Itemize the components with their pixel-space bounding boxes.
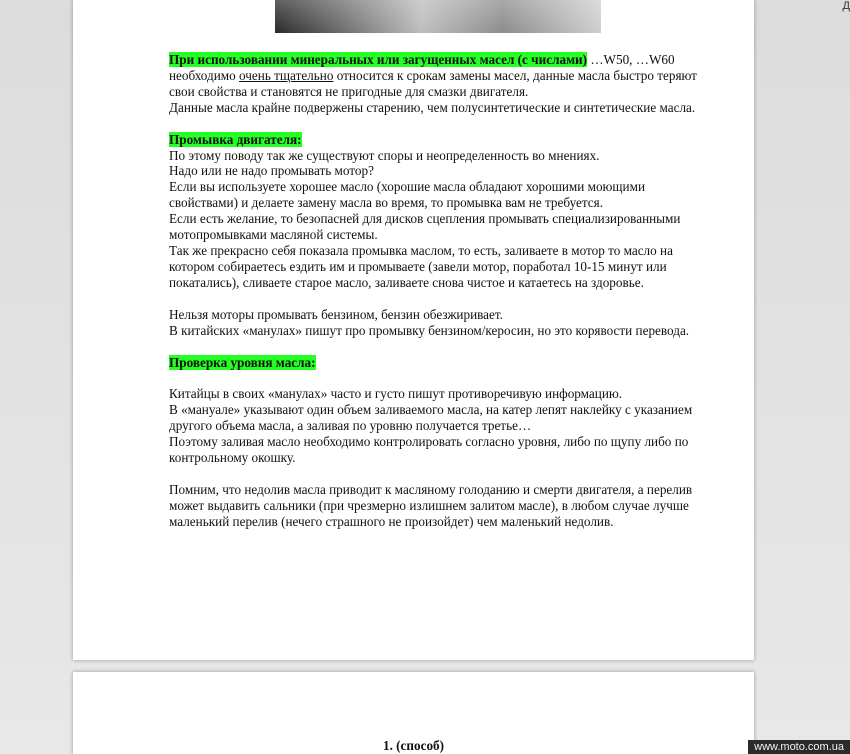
heading-engine-flush: Промывка двигателя: [169, 131, 302, 147]
paragraph-level-4: Помним, что недолив масла приводит к масляному голоданию и смерти двигателя, а перелив может выдавить сальники (при чрезмерно излишнем залитом масле), в любом случае лучше маленький перелив (нечего страшного не произойдет) чем маленький недолив. [169, 481, 693, 529]
paragraph-flush-3: Если вы используете хорошее масло (хорошие масла обладают хорошими моющими свойствами) и делаете замену масла во время, то промывка вам не требуется. [169, 179, 646, 211]
page-text-content [169, 52, 717, 530]
paragraph-flush-6: Нельзя моторы промывать бензином, бензин обезжиривает. [169, 306, 503, 322]
paragraph-level-2: В «мануале» указывают один объем заливаемого масла, на катер лепят наклейку с указанием другого объема масла, а заливая по уровню получается третье… [169, 402, 693, 434]
paragraph-flush-2: Надо или не надо промывать мотор? [169, 163, 374, 179]
underlined-text: очень тщательно [239, 67, 334, 83]
paragraph-mineral-oils: При использовании минеральных или загущенных масел (с числами) …W50, …W60 необходимо очень тщательно относится к срокам замены масел, данные масла быстро теряют свои свойства и становятся не пригодные для смазки двигателя. [169, 52, 697, 99]
paragraph-flush-1: По этому поводу так же существуют споры и неопределенность во мнениях. [169, 147, 600, 163]
paragraph-aging: Данные масла крайне подвержены старению, чем полусинтетические и синтетические масла. [169, 99, 696, 115]
document-page-2 [73, 672, 754, 754]
paragraph-flush-4: Если есть желание, то безопасней для дисков сцепления промывать специализированными мотопромывками масляной системы. [169, 211, 681, 243]
heading-oil-level: Проверка уровня масла: [169, 354, 316, 370]
paragraph-flush-7: В китайских «манулах» пишут про промывку бензином/керосин, но это корявости перевода. [169, 322, 690, 338]
page-2-heading: 1. (способ) [382, 738, 445, 753]
document-page-1 [73, 0, 754, 660]
site-watermark: www.moto.com.ua [748, 740, 850, 754]
paragraph-level-1: Китайцы в своих «манулах» часто и густо пишут противоречивую информацию. [169, 386, 623, 402]
corner-label: Д [842, 0, 850, 12]
page-top-photo [275, 0, 601, 33]
paragraph-level-3: Поэтому заливая масло необходимо контролировать согласно уровня, либо по щупу либо по контрольному окошку. [169, 434, 689, 466]
paragraph-flush-5: Так же прекрасно себя показала промывка маслом, то есть, заливаете в мотор то масло на котором собираетесь ездить им и промываете (завели мотор, поработал 10-15 минут или покатались), сливаете старое масло, заливаете снова чистое и катаетесь на здоровье. [169, 242, 673, 290]
highlight-mineral-oils: При использовании минеральных или загущенных масел (с числами) [169, 52, 588, 67]
